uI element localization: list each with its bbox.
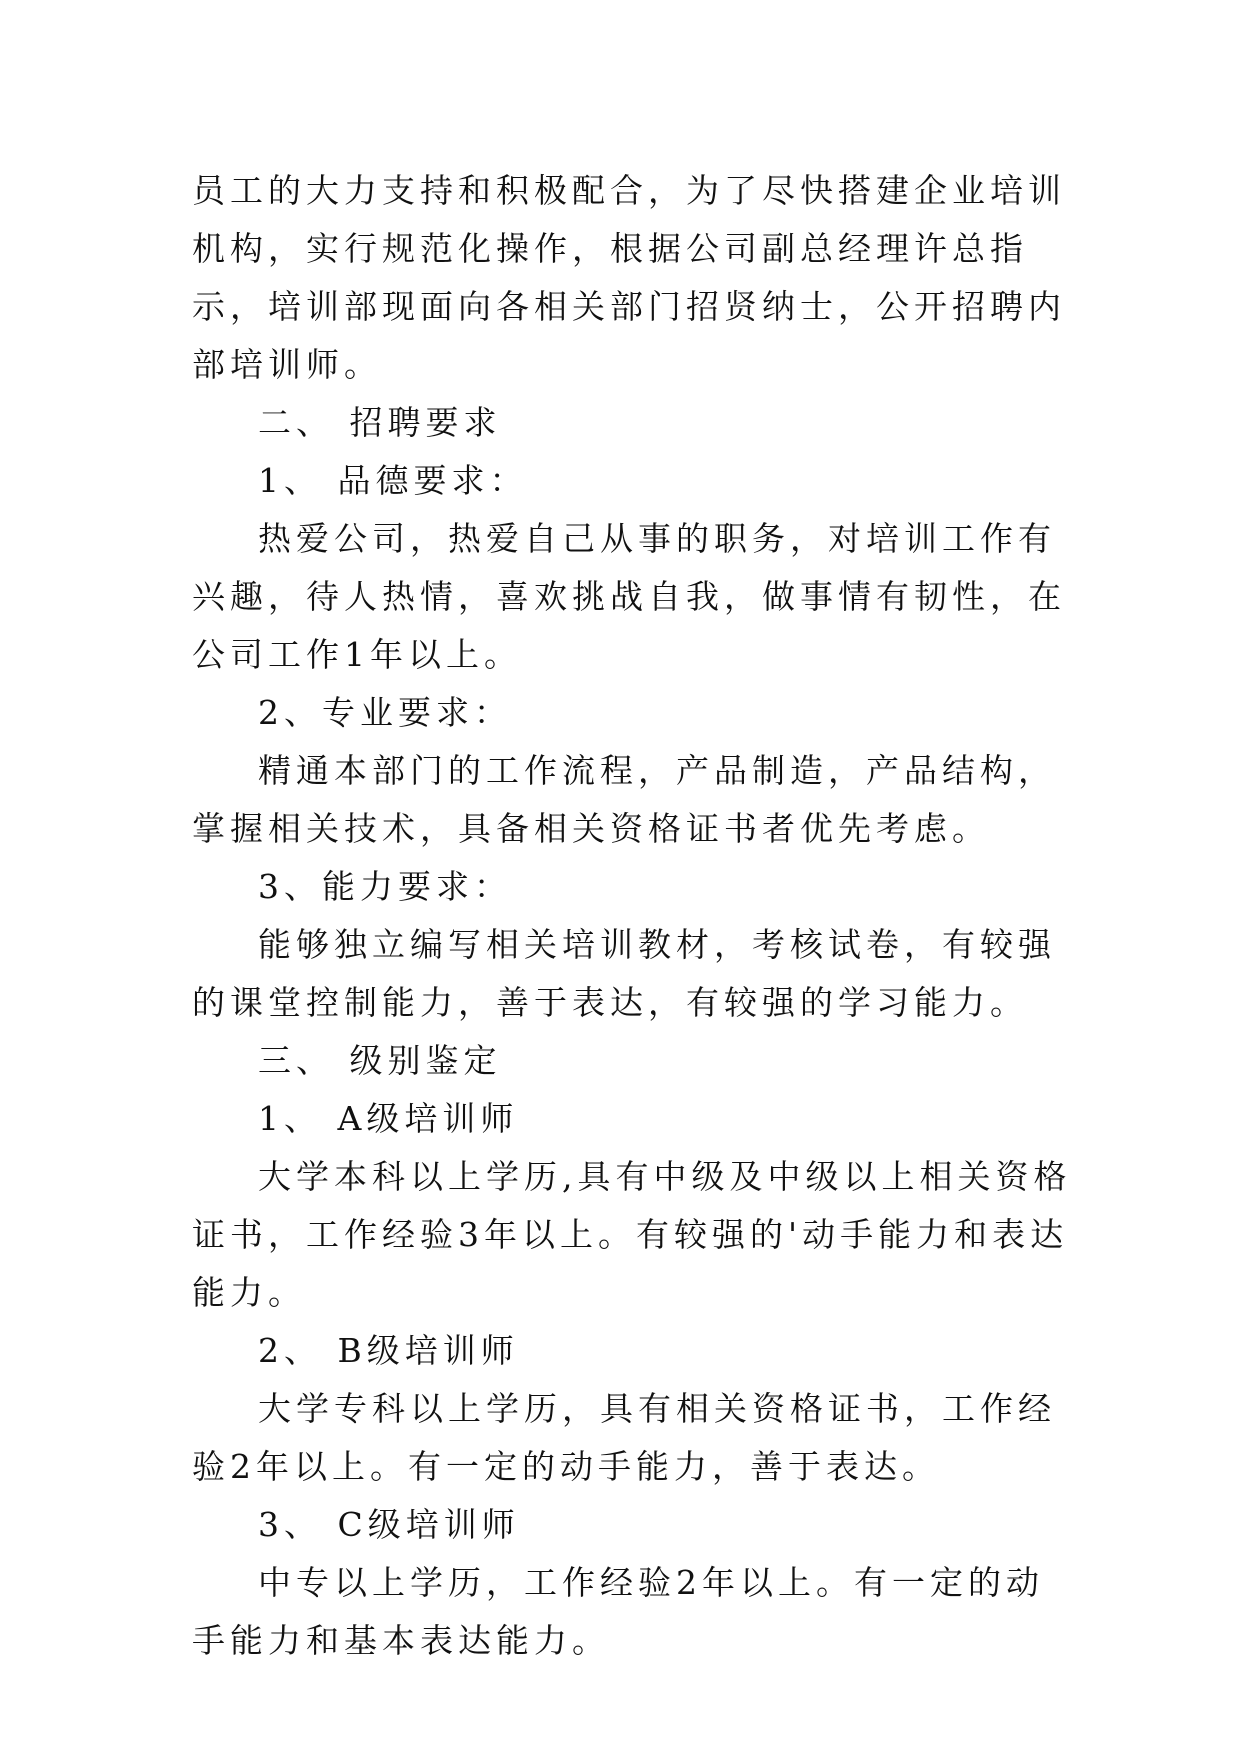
subheading-ability-requirements: 3、能力要求：: [258, 867, 512, 906]
paragraph-level-b-trainer: 大学专科以上学历，具有相关资格证书，工作经验2年以上。有一定的动手能力，善于表达。: [192, 1389, 1056, 1486]
subheading-moral-requirements: 1、 品德要求：: [258, 461, 528, 500]
intro-paragraph: 员工的大力支持和积极配合，为了尽快搭建企业培训机构，实行规范化操作，根据公司副总经理许总指示，培训部现面向各相关部门招贤纳士，公开招聘内部培训师。: [192, 171, 1066, 384]
subheading-level-c-trainer: 3、 C级培训师: [258, 1505, 520, 1544]
section-heading-recruitment-requirements: 二、 招聘要求: [258, 403, 502, 442]
paragraph-professional-requirements: 精通本部门的工作流程，产品制造，产品结构，掌握相关技术，具备相关资格证书者优先考虑。: [192, 751, 1056, 848]
paragraph-level-c-trainer: 中专以上学历，工作经验2年以上。有一定的动手能力和基本表达能力。: [192, 1563, 1044, 1660]
section-heading-level-assessment: 三、 级别鉴定: [258, 1041, 502, 1080]
paragraph-ability-requirements: 能够独立编写相关培训教材，考核试卷，有较强的课堂控制能力，善于表达，有较强的学习能力。: [192, 925, 1056, 1022]
document-body: [192, 162, 1072, 1670]
paragraph-moral-requirements: 热爱公司，热爱自己从事的职务，对培训工作有兴趣，待人热情，喜欢挑战自我，做事情有韧性，在公司工作1年以上。: [192, 519, 1066, 674]
paragraph-level-a-trainer: 大学本科以上学历,具有中级及中级以上相关资格证书，工作经验3年以上。有较强的'动手能力和表达能力。: [192, 1157, 1072, 1312]
subheading-level-a-trainer: 1、 A级培训师: [258, 1099, 519, 1138]
subheading-level-b-trainer: 2、 B级培训师: [258, 1331, 519, 1370]
subheading-professional-requirements: 2、专业要求：: [258, 693, 512, 732]
